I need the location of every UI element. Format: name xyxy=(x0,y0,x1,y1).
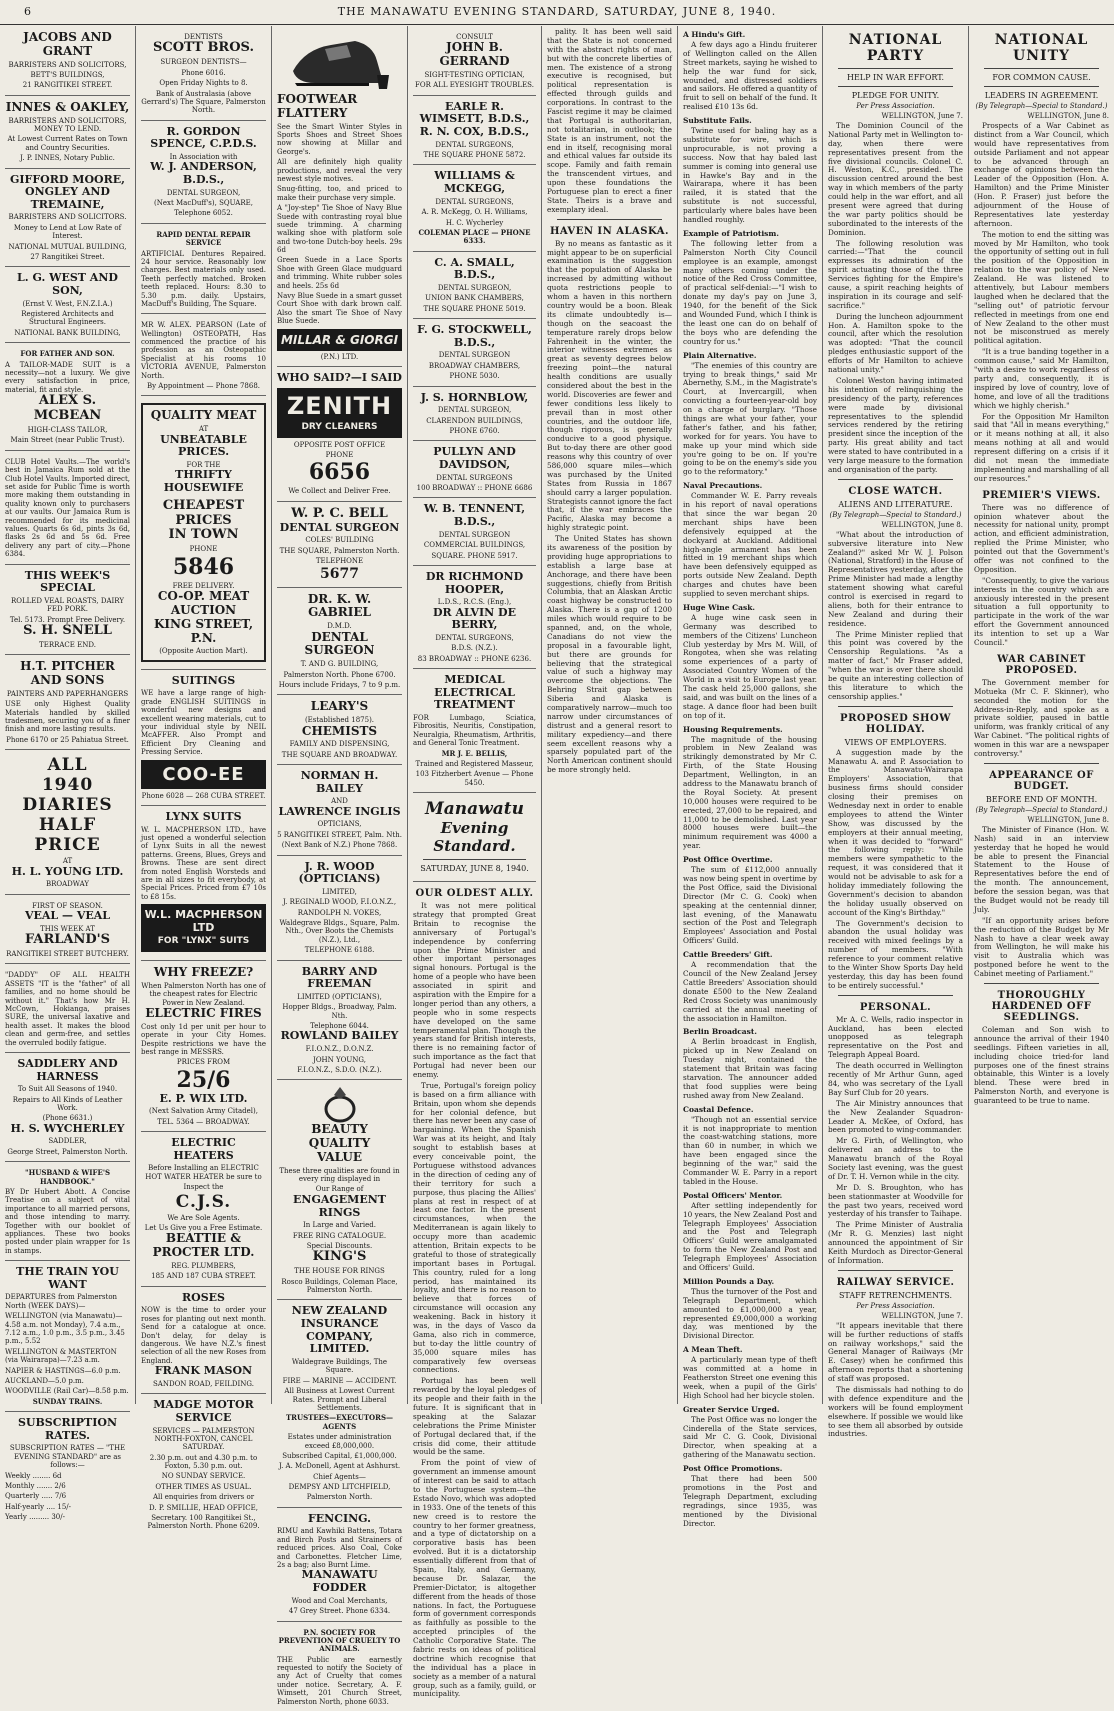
west-ad: L. G. WEST AND SON, (Ernst V. West, F.N.Z.I.A.) Registered Architects and Structural Engineers. NATIONAL BANK BUILDING, xyxy=(5,267,130,343)
wimsett-ad: EARLE R. WIMSETT, B.D.S., R. N. COX, B.D.S., DENTAL SURGEONS, THE SQUARE PHONE 5872. xyxy=(413,96,536,166)
hornblow-ad: J. S. HORNBLOW, DENTAL SURGEON, CLARENDON BUILDINGS, PHONE 6760. xyxy=(413,387,536,442)
meat-ad: QUALITY MEAT AT UNBEATABLE PRICES. FOR THE THRIFTY HOUSEWIFE CHEAPEST PRICES IN TOWN PHONE 5846 FREE DELIVERY. CO-OP. MEAT AUCTION KING STREET, P.N. (Opposite Auction Mart). xyxy=(141,396,266,669)
masthead xyxy=(0,0,1114,25)
article-budget: APPEARANCE OF BUDGET. BEFORE END OF MONTH. (By Telegraph—Special to Standard.) WELLINGTON, June 8. The Minister of Finance (Hon. W. Nash) said in an interview yesterday that he hoped he would be able to present the Financial Statement to the House of Representatives before the end of the month. The announcement, before the session began, was that the Budget would not be ready till July. "If an opportunity arises before the reduction of the Budget by Mr Nash to have a clear week away from Wellington, he will make his visit to Australia which was postponed before he went to the Cabinet meeting of Parliament." xyxy=(974,770,1109,979)
spca-ad: P.N. SOCIETY FOR PREVENTION OF CRUELTY TO ANIMALS. THE Public are earnestly requested to notify the Society of any Act of Cruelty that comes under notice. Secretary, A. F. Wimsett, 201 Church Street, Palmerston North, phone 6033. xyxy=(277,1622,402,1711)
insurance-ad: NEW ZEALAND INSURANCE COMPANY, LIMITED. Waldegrave Buildings, The Square. FIRE — MARINE — ACCIDENT. All Business at Lowest Current Rates. Prompt and Liberal Settlements. TRUSTEES—EXECUTORS—AGENTS Estates under administration exceed £8,000,000. Subscribed Capital, £1,000,000. J. A. McDonell, Agent at Ashhurst. Chief Agents— DEMPSY AND LITCHFIELD, Palmerston North. xyxy=(277,1300,402,1507)
column-1 xyxy=(0,26,136,1404)
club-hotel-ad: CLUB Hotel Vaults.—The world's best in Jamaica Rum sold at the Club Hotel Vaults. Imported direct, set aside for Public Time is worth more making them outstanding in quality known only to purchasers at our vaults. Our Jamaica Rum is recommended for its medicinal values. Quarts 6s 6d, pints 3s 6d, flasks 2s 6d and 5s 6d. Free delivery any part of city.—Phone 6384. xyxy=(5,451,130,565)
news-mean-theft: A Mean Theft. A particularly mean type of theft was committed at a home in Featherston Street one evening this week, when a pupil of the Girls' High School had her bicycle stolen. xyxy=(683,1345,817,1400)
ring-icon xyxy=(320,1085,360,1123)
roses-ad: ROSES NOW is the time to order your roses for planting out next month. Send for a catalogue at once. Don't delay, for delay is dangerous. We have N.Z.'s finest selection of all the new Roses from England. FRANK MASON SANDON ROAD, FEILDING. xyxy=(141,1287,266,1394)
mcbean-ad: FOR FATHER AND SON. A TAILOR-MADE SUIT is a necessity—not a luxury. We give every satisfaction in price, material, fit and style. ALEX S. MCBEAN HIGH-CLASS TAILOR, Main Street (near Public Trust). xyxy=(5,343,130,451)
news-cattle: Cattle Breeders' Gift. A recommendation that the Council of the New Zealand Jersey Cattle Breeders' Association should donate £500 to the New Zealand Red Cross Society was unanimously carried at the annual meeting of the association in Hamilton. xyxy=(683,950,817,1023)
zenith-ad: WHO SAID?—I SAID ZENITH DRY CLEANERS OPPOSITE POST OFFICE PHONE 6656 We Collect and Deliver Free. xyxy=(277,367,402,502)
madge-ad: MADGE MOTOR SERVICE SERVICES — PALMERSTON NORTH-FOXTON, CANCEL SATURDAY. 2.30 p.m. out and 4.30 p.m. to Foxton, 5.30 p.m. out. NO SUNDAY SERVICE. OTHER TIMES AS USUAL. All enquiries from drivers or D. P. SMILLIE, HEAD OFFICE, Secretary. 100 Rangitikei St., Palmerston North. Phone 6209. xyxy=(141,1394,266,1536)
column-5 xyxy=(542,26,678,1404)
article-close-watch: CLOSE WATCH. ALIENS AND LITERATURE. (By Telegraph—Special to Standard.) WELLINGTON, June 8. "What about the introduction of subversive literature into New Zealand?" asked Mr W. J. Polson (National, Stratford) in the House of Representatives yesterday, after the Prime Minister had made a lengthy statement showing what careful control is exercised in regard to aliens, both for their entrance to New Zealand and during their residence. The Prime Minister replied that this point was covered by the Censorship Regulations. "As a matter of fact," Mr Fraser added, "when the war is over there should be quite an interesting collection of this literature to which the censorship applies." xyxy=(828,486,963,702)
footwear-ad: FOOTWEAR FLATTERY See the Smart Winter Styles in Sports Shoes and Street Shoes now showing at Millar and George's. All are definitely high quality productions, and reveal the very newest style motives. Snug-fitting, too, and priced to make their purchase very simple. A "Joy-step" Tie Shoe of Navy Blue Suede with contrasting royal blue suede trimming. A charming walking shoe with platform sole and two-tone Dutch-boy heels. 29s 6d Green Suede in a Lace Sports Shoe with Green Glace mudguard and trimming. White rubber soles and heels. 25s 6d Navy Blue Suede in a smart gusset Court Shoe with dark brown calf. Also the smart Tie Shoe of Navy Blue Suede. MILLAR & GIORGI (P.N.) LTD. xyxy=(277,26,402,367)
heaters-ad: ELECTRIC HEATERS Before Installing an ELECTRIC HOT WATER HEATER be sure to Inspect the C.J.S. We Are Sole Agents. Let Us Give you a Free Estimate. BEATTIE & PROCTER LTD. REG. PLUMBERS, 185 AND 187 CUBA STREET. xyxy=(141,1132,266,1287)
gabriel-ad: DR. K. W. GABRIEL D.M.D. DENTAL SURGEON T. AND G. BUILDING, Palmerston North. Phone 6700. Hours include Fridays, 7 to 9 p.m. xyxy=(277,588,402,696)
pullyn-ad: PULLYN AND DAVIDSON, DENTAL SURGEONS 100 BROADWAY :: PHONE 6686 xyxy=(413,441,536,498)
tennent-ad: W. B. TENNENT, B.D.S., DENTAL SURGEON COMMERCIAL BUILDINGS, SQUARE. PHONE 5917. xyxy=(413,498,536,565)
bailey-ad: NORMAN H. BAILEY AND LAWRENCE INGLIS OPTICIANS, 5 RANGITIKEI STREET, Palm. Nth. (Next Bank of N.Z.) Phone 7868. xyxy=(277,765,402,855)
news-promotions: Post Office Promotions. That there had been 500 promotions in the Post and Telegraph Department, excluding regradings, since 1935, was mentioned by the Divisional Director. xyxy=(683,1464,817,1528)
fencing-ad: FENCING. RIMU and Kawhiki Battens, Totara and Birch Posts and Strainers of reduced prices. Also Coal, Coke and Carbonettes. Fletcher Lime, 2s a bag; also Burnt Lime. MANAWATU FODDER Wood and Coal Merchants, 47 Grey Street. Phone 6334. xyxy=(277,1508,402,1622)
column-4 xyxy=(408,26,542,1404)
editorial-haven-alaska: HAVEN IN ALASKA. By no means as fantastic as it might appear to be on superficial examination is the suggestion that the population of Alaska be increased by admitting without quota restrictions people to whom a haven in this northern country would be a boon. Bleak its climate undoubtedly is—though on the seacoast the temperature rarely drops below Fahrenheit in the winter, the interior witnesses extremes as great as seventy degrees below freezing point—the natural health conditions are usually considered about the best in the world. Discoveries are fewer and fewer conditions less likely to prevail than in most other countries, and the outdoor life, though rigorous, is generally conducive to a good physique. But to-day there are other good reasons why this country of over 586,000 square miles—which was purchased by the United States from Russia in 1867 should carry a larger population. Strategists cannot ignore the fact that, if the war embraces the Pacific, Alaska may become a highly strategic point. The United States has shown its awareness of the position by providing huge appropriations to establish a large base at Anchorage, and there have been suggestions, chiefly from British Columbia, that an Alaskan Arctic coast highway be constructed to Alaska. There is a gap of 1200 miles which would require to be spanned, and, on the whole, Canadians do not view the proposal in a favourable light, but there are grounds for believing that the strategical value of such a highway may overcome the objections. The Behring Strait gap between Siberia and Alaska is comparatively narrow—much too narrow under circumstances of distrust and a general resort to military expediency—and there seem excellent reasons why a sparsely populated part of the North American continent should be more strongly held. xyxy=(547,226,672,775)
editorial-oldest-ally: OUR OLDEST ALLY. It was not mere political strategy that prompted Great Britain to recognise the anniversary of Portugal's independence by conferring upon the Prime Minister and other important personages signal honours. Portugal is the home of a people who have been associated in spirit and aspiration with the Empire for a longer period than any others, a people who in some respects have developed on the same temperamental plan. Though the years stand for British interests, there is no remaining factor of such importance as the fact that Portugal had never been our enemy. True, Portugal's foreign policy is based on a firm alliance with Britain, upon whom she depends for her colonial defence, but there has never been any case of bargaining. When the Spanish War was at its height, and Italy sought to establish bases at every conceivable point, the Portuguese withstood advances in the direction of ceding any of their territory for such a purpose, thus placing the Allies' plans at rest in respect of at least one factor. In the present circumstances, when the Mediterranean is again likely to occupy more than academic attention, Britain expects to be grateful to those of strategically important bases in Portugal. This country, ruled for a long period, has maintained its loyalty, and there is no reason to believe that forces of circumstance will occasion any weakening. Back in history it was, in the days of Vasco da Gama, also rich in commerce, but to-day the little country of 35,000 square miles has comparatively few overseas connections. Portugal has been well rewarded by the loyal pledges of its people and their faith in the future. It is significant that in speaking at the Salazar celebrations the Prime Minister of Portugal declared that, if the crisis did come, their attitude would be the same. From the point of view of government an immense amount of interest can be said to attach to the Portuguese system—the Estado Novo, which was adopted in 1933. One of the tenets of this new creed is to restore the country to her former greatness, and a type of dictatorship on a corporative basis has been evolved. But it is a dictatorship essentially different from that of Spain, Italy, and Germany, because Dr. Salazar, the Premier-Dictator, is altogether different from the heads of those nations. In fact, the Portuguese form of government corresponds as faithfully as possible to the accepted principles of the Catholic Corporative State. The fabric rests on ideas of political doctrine which recognise that the individual has a place in society as a member of a natural group, such as a family, guild, or municipality. xyxy=(413,888,536,1699)
paper-nameplate: Manawatu Evening Standard. SATURDAY, JUNE 8, 1940. xyxy=(413,793,536,882)
wood-ad: J. R. WOOD (OPTICIANS) LIMITED, J. REGINALD WOOD, F.I.O.N.Z., RANDOLPH N. VOKES, Waldegrave Bldgs., Square, Palm. Nth., Over Boots the Chemists (N.Z.), Ltd., TELEPHONE 6188. xyxy=(277,856,402,961)
article-national-unity: NATIONAL UNITY FOR COMMON CAUSE. LEADERS IN AGREEMENT. (By Telegraph—Special to Standard.) WELLINGTON, June 8. Prospects of a War Cabinet as distinct from a War Council, which would have representatives from outside Parliament and not appear to be advanced through an exchange of opinions between the Leader of the Opposition (Hon. A. Hamilton) and the Prime Minister (Hon. P. Fraser) just before the adjournment of the House of Representatives late yesterday afternoon. The motion to end the sitting was moved by Mr Hamilton, who took the opportunity of setting out in full the position of the Opposition in relation to the war policy of New Zealand. He was listened to attentively, but Labour members laughed when he declared that the "selling out" of patriotic fervour reflected in meetings from one end of New Zealand to the other must not be misconstrued as merely political agitation. "It is a true banding together in a common cause," said Mr Hamilton, "with a desire to work regardless of party and, consequently, it is inspired by love of country, love of home, and love of all the traditions which we highly cherish." For the Opposition Mr Hamilton said that "All in means everything," or it means nothing at all, it also means nothing at all and would represent differing on a crisis if it did not mean the immediate implementing and marshalling of all our resources." xyxy=(974,32,1109,484)
news-hindu-gift: A Hindu's Gift. A few days ago a Hindu fruiterer of Wellington called on the Allen Street markets, saying he wished to help the war fund for sick, wounded, and distressed soldiers and sailors. He offered a quantity of fruit to sell on behalf of the fund. It realised £10 13s 6d. xyxy=(683,30,817,112)
editorial-continued: pality. It has been well said that the State is not concerned with the abstract rights of man, but with the concrete liberties of men. The existence of a strong executive is recognised, but political representation is effected through guilds and corporations. In contrast to the Fascist regime it may be claimed that Portugal is authoritarian, not totalitarian, in outlook; the State is an instrument, not the end in itself, recognising moral and ethical values far outside its scope. Family and faith remain the transcendent virtues, and upon these foundations the Portuguese plan to erect a finer State. Theirs is a brave and exemplary ideal. xyxy=(547,28,672,215)
article-railway: RAILWAY SERVICE. STAFF RETRENCHMENTS. Per Press Association. WELLINGTON, June 7. "It appears inevitable that there will be further reductions of staffs on railway workshops," said the General Manager of Railways (Mr E. Casey) when he confirmed this afternoon reports that a shortening of staff was proposed. The dismissals had nothing to do with defence expenditure and the workers will be found employment elsewhere. If possible we would like to see them all absorbed by outside industries. xyxy=(828,1277,963,1440)
jacobs-ad: JACOBS AND GRANT BARRISTERS AND SOLICITORS, BETT'S BUILDINGS, 21 RANGITIKEI STREET. xyxy=(5,26,130,96)
lynx-ad: LYNX SUITS W. L. MACPHERSON LTD., have just opened a wonderful selection of Lynx Suits in all the newest patterns. Greens, Blues, Greys and Browns. These are sent direct from noted English Worsteds and are in all sizes to fit everybody, at Special Prices. Priced from £7 10s to £8 15s. W.L. MACPHERSON LTD FOR "LYNX" SUITS xyxy=(141,806,266,961)
bell-ad: W. P. C. BELL DENTAL SURGEON COLES' BUILDING THE SQUARE, Palmerston North. TELEPHONE 5677 xyxy=(277,502,402,588)
article-war-cabinet: WAR CABINET PROPOSED. The Government member for Motueka (Mr C. F. Skinner), who seconded the motion for the Address-in-Reply, and spoke as a private soldier, paused in battle uniform, was frankly critical of any War Cabinet. "The political rights of women in this war are a newspaper controversy." xyxy=(974,654,1109,759)
spence-ad: R. GORDON SPENCE, C.P.D.S. In Association with W. J. ANDERSON, B.D.S., DENTAL SURGEON, (Next MacDuff's), SQUARE, Telephone 6052. xyxy=(141,121,266,224)
handbook-ad: "HUSBAND & WIFE'S HANDBOOK." BY Dr Hubert Abott. A Concise Treatise on a subject of vital importance to all married persons, and those intending to marry. Together with our booklet of appliances. These two books posted under plain wrapper for 1s in stamps. xyxy=(5,1162,130,1261)
suitings-ad: SUITINGS WE have a large range of high-grade ENGLISH SUITINGS in wonderful new designs and excellent wearing materials, cut to your individual style by NEIL McAFFER. Also Prompt and Efficient Dry Cleaning and Pressing Service. COO-EE Phone 6028 — 268 CUBA STREET. xyxy=(141,670,266,806)
column-7 xyxy=(823,26,969,1404)
news-wine: Huge Wine Cask. A huge wine cask seen in Germany was described to members of the Citizens' Luncheon Club yesterday by Mrs M. Will, of Rongotea, when she was relating some experiences of a party of Associated Country Women of the World in a visit to Europe last year. The cask held 25,000 gallons, she said, and was built on the lines of a stage. A dance floor had been built on top of it. xyxy=(683,603,817,721)
article-premier-views: PREMIER'S VIEWS. There was no difference of opinion whatever about the necessity for national unity, prompt action, and efficient administration, replied the Prime Minister, who pointed out that the Government's offer was not confined to the Opposition. "Consequently, to give the various interests in the country which are anxiously interested in the present situation a full opportunity to participate in the work of the war effort the Government announced its intention to set up a War Council." xyxy=(974,490,1109,648)
snell-ad: THIS WEEK'S SPECIAL ROLLED VEAL ROASTS, DAIRY FED PORK. Tel. 5173. Prompt Free Delivery. S. H. SNELL TERRACE END. xyxy=(5,565,130,656)
learys-ad: LEARY'S (Established 1875). CHEMISTS FAMILY AND DISPENSING, THE SQUARE AND BROADWAY. xyxy=(277,695,402,765)
barry-ad: BARRY AND FREEMAN LIMITED (OPTICIANS), Hopper Bldgs., Broadway, Palm. Nth. Telephone 6044. ROWLAND BAILEY F.I.O.N.Z., D.O.N.Z. JOHN YOUNG, F.I.O.N.Z., S.D.O. (N.Z.). xyxy=(277,961,402,1081)
innes-ad: INNES & OAKLEY, BARRISTERS AND SOLICITORS, MONEY TO LEND. At Lowest Current Rates on Town and Country Securities. J. P. INNES, Notary Public. xyxy=(5,96,130,169)
gerrand-ad: CONSULT JOHN B. GERRAND SIGHT-TESTING OPTICIAN, FOR ALL EYESIGHT TROUBLES. xyxy=(413,26,536,96)
gifford-ad: GIFFORD MOORE, ONGLEY AND TREMAINE, BARRISTERS AND SOLICITORS. Money to Lend at Low Rate of Interest. NATIONAL MUTUAL BUILDING, 27 Rangitikei Street. xyxy=(5,169,130,268)
column-2 xyxy=(136,26,272,1404)
freeze-ad: WHY FREEZE? When Palmerston North has one of the cheapest rates for Electric Power in New Zealand. ELECTRIC FIRES Cost only 1d per unit per hour to operate in your City Homes. Despite restrictions we have the best range in MESSRS. PRICES FROM 25/6 E. P. WIX LTD. (Next Salvation Army Citadel), TEL. 5364 — BROADWAY. xyxy=(141,961,266,1132)
diaries-ad: ALL 1940 DIARIES HALF PRICE AT H. L. YOUNG LTD. BROADWAY xyxy=(5,750,130,894)
stockwell-ad: F. G. STOCKWELL, B.D.S., DENTAL SURGEON BROADWAY CHAMBERS, PHONE 5030. xyxy=(413,319,536,386)
page-number: 6 xyxy=(24,5,31,18)
news-coastal: Coastal Defence. "Though not an essential service it is not inappropriate to mention the coast-watching stations, more than 60 in number, in which we have been engaged since the beginning of the war," said the Commander W. E. Parry in a report tabled in the House. xyxy=(683,1105,817,1187)
zenith-logo: ZENITH DRY CLEANERS xyxy=(277,388,402,438)
beauty-ad: BEAUTY QUALITY VALUE These three qualities are found in every ring displayed in Our Range of ENGAGEMENT RINGS In Large and Varied. FREE RING CATALOGUE. Special Discounts. KING'S THE HOUSE FOR RINGS Rosco Buildings, Coleman Place, Palmerston North. xyxy=(277,1080,402,1300)
subscription-ad: SUBSCRIPTION RATES. SUBSCRIPTION RATES — "THE EVENING STANDARD" are as follows:— Weekly ........ 6d Monthly ....... 2/6 Quarterly ..... 7/6 Half-yearly .... 15/- Yearly ......... 30/- xyxy=(5,1412,130,1526)
millar-logo: MILLAR & GIORGI xyxy=(277,329,402,351)
macpherson-logo: W.L. MACPHERSON LTD FOR "LYNX" SUITS xyxy=(141,904,266,952)
cooee-logo: COO-EE xyxy=(141,760,266,789)
column-8 xyxy=(969,26,1114,1404)
news-naval: Naval Precautions. Commander W. E. Parry reveals in his report of naval operations that since the war began 20 merchant ships have been defensively equipped at the dockyard at Auckland. Additional high-angle armament has been fitted in 19 merchant ships which have been defensively equipped as ports outside New Zealand. Depth charges and chutes have been supplied to seven merchant ships. xyxy=(683,481,817,599)
article-national-party: NATIONAL PARTY HELP IN WAR EFFORT. PLEDGE FOR UNITY. Per Press Association. WELLINGTON, June 7. The Dominion Council of the National Party met in Wellington to-day, when there were representatives present from the five divisional councils. Colonel C. H. Weston, K.C., presided. The discussion centred around the best way in which members of the party could help in the war effort, and all present were agreed that during the war party politics should be subordinated to the interests of the Dominion. The following resolution was carried:—"That the council expresses its admiration of the spirit actuating those of the three Services fighting for the Empire's cause, a spirit reaching heights of inspiration in its courage and self-sacrifice." During the luncheon adjournment Hon. A. Hamilton spoke to the council, after which the resolution was adopted: "That the council pledges enthusiastic support of the efforts of Mr Hamilton to achieve national unity." Colonel Weston having intimated his intention of relinquishing the presidency of the party, references were made by divisional representatives to the splendid services rendered by the retiring president since the inception of the party. His great ability and tact were stated to have contributed in a very large measure to the formation and organisation of the party. xyxy=(828,32,963,475)
saddlery-ad: SADDLERY AND HARNESS To Suit All Seasons of 1940. Repairs to All Kinds of Leather Work. (Phone 6631.) H. S. WYCHERLEY SADDLER, George Street, Palmerston North. xyxy=(5,1053,130,1162)
masthead-title: THE MANAWATU EVENING STANDARD, SATURDAY, JUNE 8, 1940. xyxy=(0,5,1114,18)
small-ad: C. A. SMALL, B.D.S., DENTAL SURGEON, UNION BANK CHAMBERS, THE SQUARE PHONE 5019. xyxy=(413,252,536,319)
news-overtime: Post Office Overtime. The sum of £112,000 annually was now being spent in overtime by the Post Office, said the Divisional Director (Mr C. G. Cook) when speaking at the centennial dinner, last evening, of the Manawatu section of the Post and Telegraph Employees' Association and Postal Officers' Guild. xyxy=(683,855,817,946)
news-substitute: Substitute Fails. Twine used for baling hay as a substitute for wire, which is unprocurable, is not proving a success. Now that hay baled last summer is coming into general use in Hawke's Bay and in the Wairarapa, where it has been railed, it is stated that the substitute is not successful, particularly where bales have been handled roughly. xyxy=(683,116,817,225)
news-patriotism: Example of Patriotism. The following letter from a Palmerston North City Council employee is an example, amongst many others coming under the notice of the Red Cross Committee, of practical self-denial:—"I wish to donate my day's pay on June 3, 1940, for the benefit of the Sick and Wounded Fund, which I think is the least one can do on behalf of the boys who are defending the country for us." xyxy=(683,229,817,347)
article-show-holiday: PROPOSED SHOW HOLIDAY. VIEWS OF EMPLOYERS. A suggestion made by the Manawatu A. and P. Association to the Manawatu-Wairarapa Employers' Association, that business firms should consider closing their premises on Wednesday next in order to enable employees to attend the Winter Show, was discussed by the employers at their annual meeting, when it was decided to "forward" the following reply: "While members were sympathetic to the request, it was considered that it would not be advisable to ask for a holiday immediately following the Government's decision to abandon the holiday usually observed on account of the King's Birthday." The Government's decision to abandon the usual holiday was received with mixed feelings by a number of members. "With reference to your comment relative to the Winter Show Sports Day held yesterday, this day has been found to be entirely successful." xyxy=(828,713,963,991)
column-6 xyxy=(678,26,823,1404)
news-housing: Housing Requirements. The magnitude of the housing problem in New Zealand was strikingly demonstrated by Mr C. Firth, of the State Housing Department, Wellington, in an address to the Manawatu branch of the Royal Society. At present 10,000 houses were required to be erected, 27,000 to be repaired, and 11,000 to be demolished. Last year 8000 houses were built—the minimum requirement was 4000 a year. xyxy=(683,725,817,852)
article-personal: PERSONAL. Mr A. C. Wells, radio inspector in Auckland, has been elected unopposed as telegraph representative on the Post and Telegraph Appeal Board. The death occurred in Wellington recently of Mr Arthur Gunn, aged 84, who was secretary of the Lyall Bay Surf Club for 20 years. The Air Ministry announces that the New Zealander Squadron-Leader A. McKee, of Oxford, has been promoted to wing-commander. Mr G. Firth, of Wellington, who delivered an address to the Manawatu branch of the Royal Society last evening, was the guest of Dr. T. H. Vernon while in the city. Mr D. S. Broughton, who has been stationmaster at Woodville for the past two years, received word yesterday of his transfer to Taihape. The Prime Minister of Australia (Mr R. G. Menzies) last night announced the appointment of Sir Keith Murdoch as Director-General of Information. xyxy=(828,1002,963,1266)
farland-ad: FIRST OF SEASON. VEAL — VEAL THIS WEEK AT FARLAND'S RANGITIKEI STREET BUTCHERY. xyxy=(5,895,130,965)
shoe-illustration xyxy=(285,31,395,93)
scott-ad: DENTISTS SCOTT BROS. SURGEON DENTISTS— Phone 6016. Open Friday Nights to 8. Bank of Australasia (above Gerrard's) The Square, Palmerston North. xyxy=(141,26,266,121)
pearson-ad: MR W. ALEX. PEARSON (Late of Wellington) OSTEOPATH, Has commenced the practice of his profession as an Osteopathic Specialist at his rooms 10 VICTORIA AVENUE, Palmerston North. By Appointment — Phone 7868. xyxy=(141,314,266,396)
repair-ad: RAPID DENTAL REPAIR SERVICE ARTIFICIAL Dentures Repaired. 24 hour service. Reasonably low charges. Best materials only used. Teeth perfectly matched. Broken teeth replaced. Hours: 8.30 to 5.30 p.m. daily. Upstairs, MacDuff's Building, The Square. xyxy=(141,224,266,315)
column-3 xyxy=(272,26,408,1404)
hooper-ad: DR RICHMOND HOOPER, L.D.S., R.C.S. (Eng.), DR ALVIN DE BERRY, DENTAL SURGEONS, B.D.S. (N.Z.). 83 BROADWAY :: PHONE 6236. xyxy=(413,566,536,669)
news-berlin: Berlin Broadcast. A Berlin broadcast in English, picked up in New Zealand on Tuesday night, contained the statement that Britain was facing starvation. The announcer added that food supplies were being rushed away from New Zealand. xyxy=(683,1027,817,1100)
seedlings-ad: THOROUGHLY HARDENED OFF SEEDLINGS. Coleman and Son wish to announce the arrival of their 1940 seedlings. Fifteen varieties in all, including choice tried-for land purposes one of the finest strains obtainable, this Winter is a lovely blend. These were bred in Palmerston North, and everyone is guaranteed to be true to name. xyxy=(974,990,1109,1106)
news-postal: Postal Officers' Mentor. After settling independently for 10 years, the New Zealand Post and Telegraph Employees' Association and the Post and Telegraph Officers' Guild were amalgamated to form the New Zealand Post and Telegraph Employees' Association and Officers' Guild. xyxy=(683,1191,817,1273)
news-plain: Plain Alternative. "The enemies of this country are trying to break things," said Mr Abernethy, S.M., in the Magistrate's Court, at Invercargill, when convicting a fourteen-year-old boy on a charge of burglary. "Those things are what your father, your father's father, and his father, worked for for years. You have to make up your mind which side you're going to be on. If you're going to be on the enemy's side you go to the reformatory." xyxy=(683,351,817,478)
train-ad: THE TRAIN YOU WANT DEPARTURES from Palmerston North (WEEK DAYS)— WELLINGTON (via Manawatu)—4.58 a.m. not Monday), 7.4 a.m., 7.12 a.m., 1.0 p.m., 3.5 p.m., 3.45 p.m., 5.52 WELLINGTON & MASTERTON (via Wairarapa)—7.23 a.m. NAPIER & HASTINGS—6.0 p.m. AUCKLAND—5.0 p.m. WOODVILLE (Rail Car)—8.58 p.m. SUNDAY TRAINS. xyxy=(5,1261,130,1412)
news-million: Million Pounds a Day. Thus the turnover of the Post and Telegraph Department, which amounted to £1,000,000 a year, represented £9,000,000 a working day, was mentioned by the Divisional Director. xyxy=(683,1277,817,1341)
news-greater-service: Greater Service Urged. The Post Office was no longer the Cinderella of the State services, said Mr C. G. Cook, Divisional Director, when speaking at a gathering of the Manawatu section. xyxy=(683,1405,817,1460)
bellis-ad: MEDICAL ELECTRICAL TREATMENT FOR Lumbago, Sciatica, Fibrositis, Neuritis, Constipation, Neuralgia, Rheumatism, Arthritis, and General Tonic Treatment. MR J. E. BELLIS, Trained and Registered Masseur, 103 Fitzherbert Avenue — Phone 5450. xyxy=(413,669,536,793)
mckegg-ad: WILLIAMS & MCKEGG, DENTAL SURGEONS, A. R. McKegg, O. H. Williams, H. C. Wycherley COLEMAN PLACE — PHONE 6333. xyxy=(413,165,536,251)
daddy-ad: "DADDY" OF ALL HEALTH ASSETS "IT is the "father" of all families, and no home should be without it." That's how Mr H. McCown, Hokianga, praises SURE, the universal laxative and health asset. It makes the blood clean and germ-free, and settles the overruled bodily fatigue. xyxy=(5,964,130,1053)
pitcher-ad: H.T. PITCHER AND SONS PAINTERS AND PAPERHANGERS USE only Highest Quality Materials handled by skilled tradesmen, securing you of a finer finish and more lasting results. Phone 6170 or 25 Pahiatua Street. xyxy=(5,655,130,750)
